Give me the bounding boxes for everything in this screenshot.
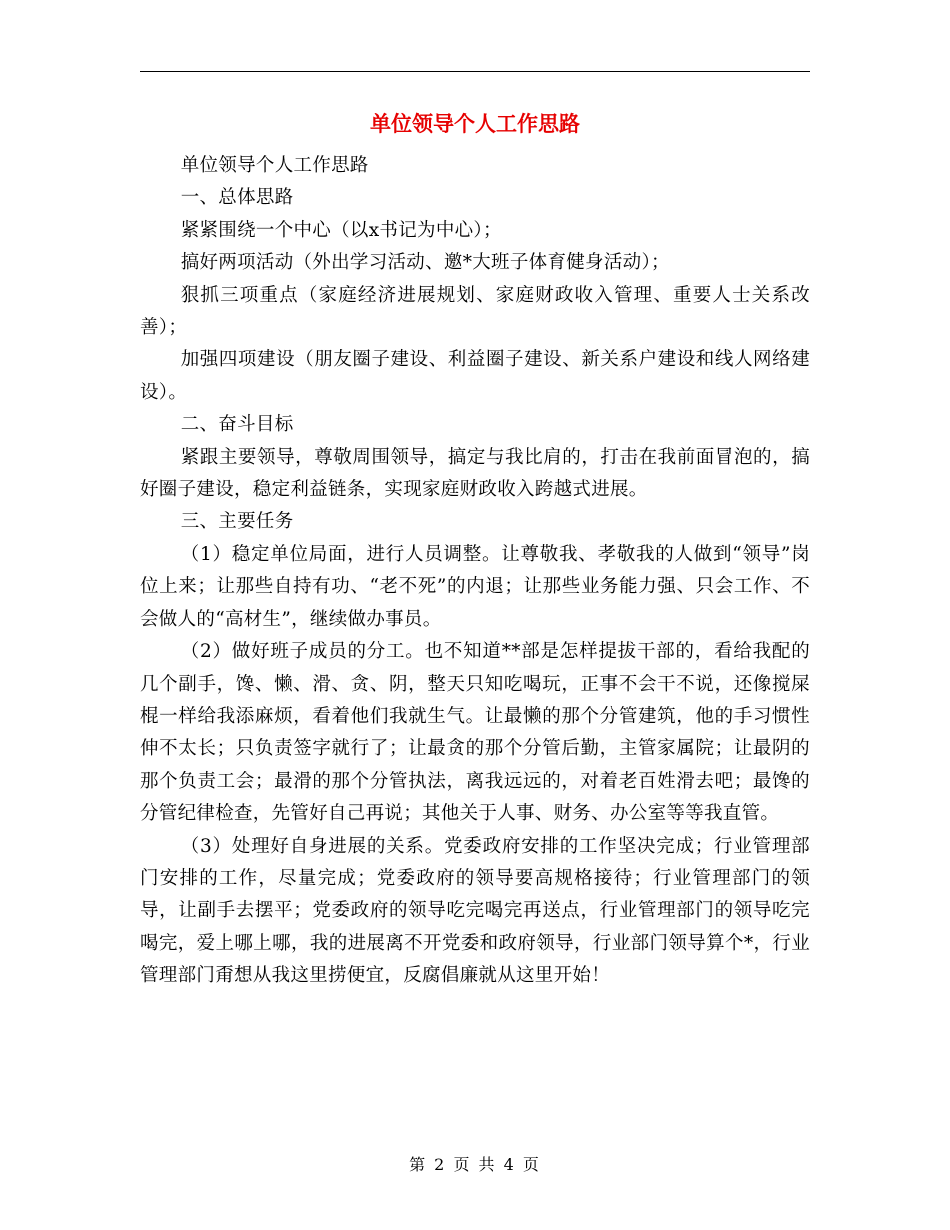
paragraph: 搞好两项活动（外出学习活动、邀*大班子体育健身活动）； — [180, 252, 670, 274]
paragraph: 紧跟主要领导，尊敬周围领导，搞定与我比肩的，打击在我前面冒泡的，搞好圈子建设，稳定利益链条，实现家庭财政收入跨越式进展。 — [140, 446, 810, 501]
header-rule — [140, 71, 810, 72]
paragraph: （1）稳定单位局面，进行人员调整。让尊敬我、孝敬我的人做到“领导”岗位上来；让那些自持有功、“老不死”的内退；让那些业务能力强、只会工作、不会做人的“高材生”，继续做办事员。 — [140, 543, 810, 630]
paragraph: 三、主要任务 — [180, 511, 294, 533]
paragraph: 一、总体思路 — [180, 187, 294, 209]
document-title: 单位领导个人工作思路 — [370, 111, 580, 136]
document-body — [140, 150, 810, 993]
paragraph: 二、奋斗目标 — [180, 414, 294, 436]
paragraph: 紧紧围绕一个中心（以x书记为中心）； — [180, 219, 502, 241]
paragraph: 单位领导个人工作思路 — [180, 155, 369, 176]
paragraph: 加强四项建设（朋友圈子建设、利益圈子建设、新关系户建设和线人网络建设）。 — [140, 349, 810, 403]
page-number: 第 2 页 共 4 页 — [409, 1155, 541, 1174]
paragraph: 狠抓三项重点（家庭经济进展规划、家庭财政收入管理、重要人士关系改善）； — [140, 284, 810, 339]
paragraph: （3）处理好自身进展的关系。党委政府安排的工作坚决完成；行业管理部门安排的工作，尽量完成；党委政府的领导要高规格接待；行业管理部门的领导，让副手去摆平；党委政府的领导吃完喝完再送点，行业管理部门的领导吃完喝完，爱上哪上哪，我的进展离不开党委和政府领导，行业部门领导算个*，行业管理部门甭想从我这里捞便宜，反腐倡廉就从这里开始！ — [140, 835, 810, 987]
paragraph: （2）做好班子成员的分工。也不知道**部是怎样提拔干部的，看给我配的几个副手，馋、懒、滑、贪、阴，整天只知吃喝玩，正事不会干不说，还像搅屎棍一样给我添麻烦，看着他们我就生气。让最懒的那个分管建筑，他的手习惯性伸不太长；只负责签字就行了；让最贪的那个分管后勤，主管家属院；让最阴的那个负责工会；最滑的那个分管执法，离我远远的，对着老百姓滑去吧；最馋的分管纪律检查，先管好自己再说；其他关于人事、财务、办公室等等我直管。 — [140, 641, 810, 825]
